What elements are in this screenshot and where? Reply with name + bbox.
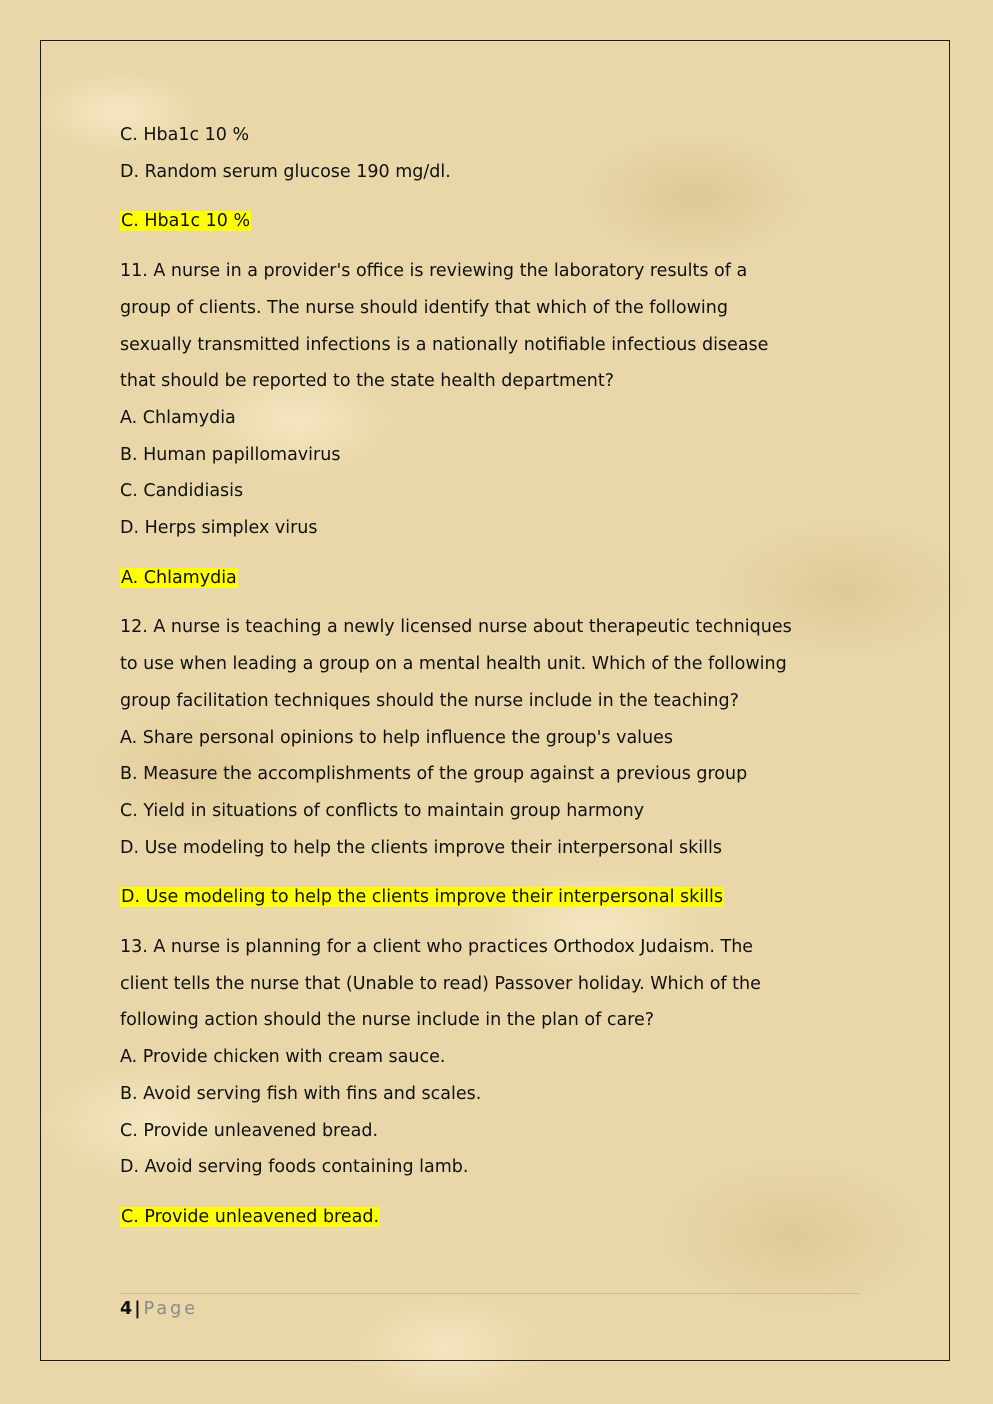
question-text-line: following action should the nurse include in the plan of care? <box>120 1010 655 1031</box>
question-text-line: group of clients. The nurse should identify that which of the following <box>120 297 728 318</box>
document-body <box>120 117 800 1249</box>
highlighted-answer: C. Hba1c 10 % <box>121 211 251 232</box>
answer-13 <box>120 1199 800 1236</box>
option-d: D. Herps simplex virus <box>120 518 318 539</box>
option-c: C. Yield in situations of conflicts to maintain group harmony <box>120 800 645 821</box>
highlighted-answer: D. Use modeling to help the clients improve their interpersonal skills <box>121 887 723 908</box>
question-13 <box>120 929 800 1186</box>
option-b: B. Human papillomavirus <box>120 444 341 465</box>
question-text-line: to use when leading a group on a mental health unit. Which of the following <box>120 654 787 675</box>
highlighted-answer: A. Chlamydia <box>121 567 237 588</box>
highlighted-answer: C. Provide unleavened bread. <box>121 1206 380 1227</box>
answer-11 <box>120 560 800 597</box>
question-10-tail <box>120 117 800 190</box>
question-12 <box>120 609 800 866</box>
option-c: C. Provide unleavened bread. <box>120 1120 379 1141</box>
option-d: D. Use modeling to help the clients improve their interpersonal skills <box>120 837 722 858</box>
answer-10 <box>120 203 800 240</box>
question-text-line: client tells the nurse that (Unable to read) Passover holiday. Which of the <box>120 973 761 994</box>
option-b: B. Avoid serving fish with fins and scales. <box>120 1083 482 1104</box>
option-a: A. Share personal opinions to help influence the group's values <box>120 727 674 748</box>
option-c: C. Candidiasis <box>120 481 244 502</box>
page-number: 4 <box>120 1299 133 1319</box>
page-footer <box>120 1293 860 1321</box>
question-text-line: 12. A nurse is teaching a newly licensed nurse about therapeutic techniques <box>120 617 792 638</box>
question-text-line: 11. A nurse in a provider's office is reviewing the laboratory results of a <box>120 261 748 282</box>
option-a: A. Chlamydia <box>120 407 236 428</box>
option-d: D. Avoid serving foods containing lamb. <box>120 1157 469 1178</box>
option-a: A. Provide chicken with cream sauce. <box>120 1047 446 1068</box>
option-d: D. Random serum glucose 190 mg/dl. <box>120 161 451 182</box>
question-text-line: sexually transmitted infections is a nationally notifiable infectious disease <box>120 334 769 355</box>
footer-separator: | <box>134 1299 141 1319</box>
answer-12 <box>120 879 800 916</box>
question-11 <box>120 253 800 547</box>
question-text-line: that should be reported to the state health department? <box>120 371 615 392</box>
option-c: C. Hba1c 10 % <box>120 125 250 145</box>
question-text-line: 13. A nurse is planning for a client who practices Orthodox Judaism. The <box>120 937 754 958</box>
option-b: B. Measure the accomplishments of the group against a previous group <box>120 764 748 785</box>
page-label: Page <box>143 1299 198 1319</box>
question-text-line: group facilitation techniques should the nurse include in the teaching? <box>120 690 739 711</box>
